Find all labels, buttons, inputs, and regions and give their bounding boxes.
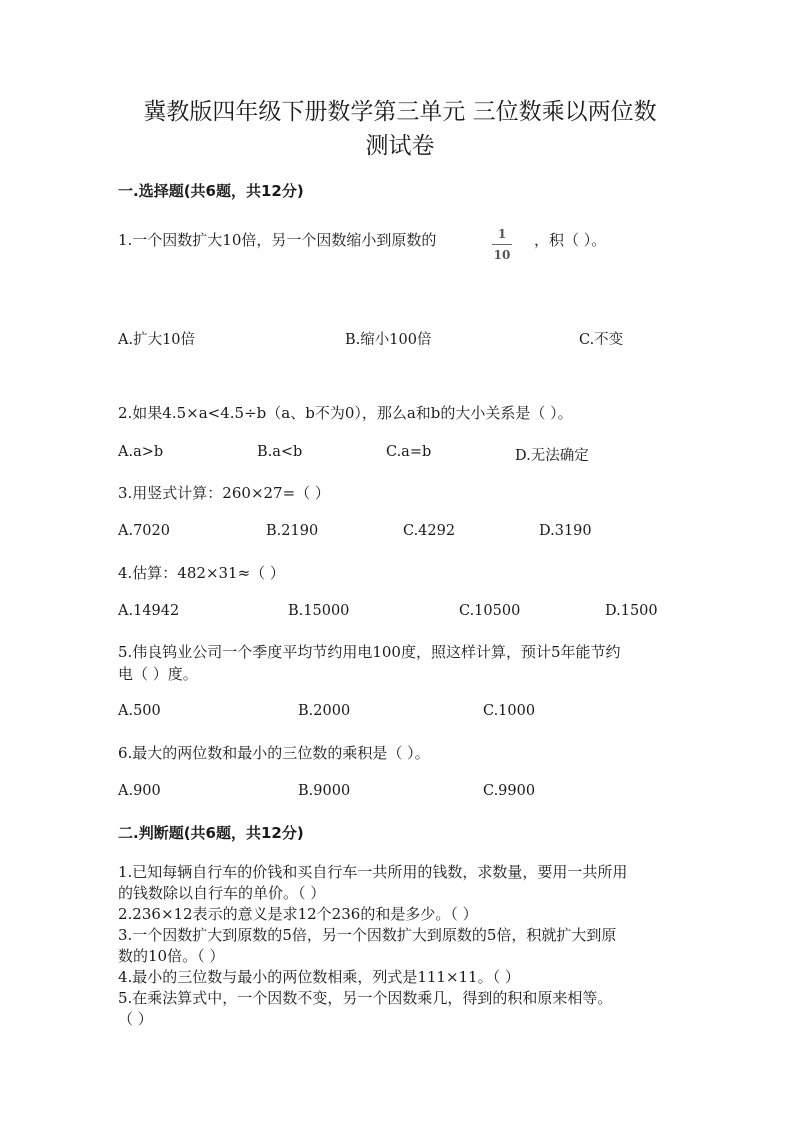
option-d[interactable]: D.无法确定	[515, 448, 589, 464]
judgment-line: 数的10倍。（ ）	[118, 947, 225, 965]
judgment-line: 2.236×12表示的意义是求12个236的和是多少。（ ）	[118, 905, 478, 923]
question-1-prefix: 1.一个因数扩大10倍，另一个因数缩小到原数的	[118, 231, 437, 249]
option-b[interactable]: B.9000	[298, 783, 351, 799]
fraction-numerator: 1	[497, 227, 507, 241]
question-6-text: 6.最大的两位数和最小的三位数的乘积是（ ）。	[118, 744, 430, 762]
option-a[interactable]: A.14942	[118, 603, 180, 619]
option-c[interactable]: C.9900	[483, 783, 536, 799]
question-3-text: 3.用竖式计算：260×27=（ ）	[118, 484, 330, 502]
option-c[interactable]: C.10500	[459, 603, 521, 619]
title-line-1: 冀教版四年级下册数学第三单元 三位数乘以两位数	[143, 99, 657, 125]
option-c[interactable]: C.1000	[483, 703, 536, 719]
judgment-line: 的钱数除以自行车的单价。（ ）	[118, 884, 326, 902]
option-b[interactable]: B.2000	[298, 703, 351, 719]
option-a[interactable]: A.500	[118, 703, 161, 719]
option-a[interactable]: A.7020	[118, 523, 170, 539]
judgment-line: （ ）	[118, 1010, 153, 1028]
question-4-text: 4.估算：482×31≈（ ）	[118, 564, 285, 582]
section-heading-judgment: 二.判断题(共6题，共12分)	[118, 824, 304, 842]
judgment-line: 4.最小的三位数与最小的两位数相乘，列式是111×11。（ ）	[118, 968, 520, 986]
judgment-line: 5.在乘法算式中，一个因数不变，另一个因数乘几，得到的积和原来相等。	[118, 989, 613, 1007]
question-2-text: 2.如果4.5×a<4.5÷b（a、b不为0），那么a和b的大小关系是（ ）。	[118, 404, 573, 422]
judgment-line: 1.已知每辆自行车的价钱和买自行车一共所用的钱数，求数量，要用一共所用	[118, 863, 628, 881]
option-d[interactable]: D.3190	[539, 523, 592, 539]
section-heading-choice: 一.选择题(共6题，共12分)	[118, 182, 304, 200]
question-1-suffix: ，积（ ）。	[534, 231, 607, 249]
fraction	[492, 227, 512, 262]
question-5-line-2: 电（ ）度。	[118, 665, 198, 683]
title-line-2: 测试卷	[365, 133, 435, 159]
option-b[interactable]: B.15000	[288, 603, 350, 619]
fraction-bar	[492, 244, 512, 245]
option-d[interactable]: D.1500	[605, 603, 658, 619]
fraction-denominator: 10	[493, 248, 511, 262]
option-b[interactable]: B.2190	[266, 523, 319, 539]
option-a[interactable]: A.900	[118, 783, 161, 799]
option-c[interactable]: C.a=b	[386, 444, 432, 460]
option-c[interactable]: C.不变	[579, 332, 624, 348]
option-a[interactable]: A.扩大10倍	[118, 332, 196, 348]
question-5-line-1: 5.伟良钨业公司一个季度平均节约用电100度，照这样计算，预计5年能节约	[118, 643, 621, 661]
option-c[interactable]: C.4292	[403, 523, 456, 539]
option-b[interactable]: B.a<b	[257, 444, 303, 460]
judgment-line: 3.一个因数扩大到原数的5倍，另一个因数扩大到原数的5倍，积就扩大到原	[118, 926, 617, 944]
option-a[interactable]: A.a>b	[118, 444, 164, 460]
option-b[interactable]: B.缩小100倍	[345, 332, 432, 348]
